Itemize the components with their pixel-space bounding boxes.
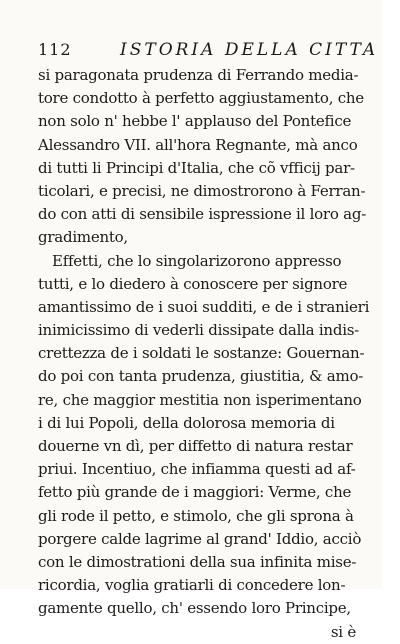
text-line: do con atti di sensibile ispressione il loro ag- — [38, 205, 367, 224]
text-line: douerne vn dì, per diffetto di natura restar — [38, 437, 353, 455]
text-line: Effetti, che lo singolarizorono appresso — [52, 251, 342, 270]
page-number: 112 — [38, 40, 72, 59]
text-line: gli rode il petto, e stimolo, che gli sprona à — [38, 506, 354, 525]
text-line: porgere calde lagrime al grand' Iddio, acciò — [38, 529, 362, 548]
text-line: priui. Incentiuo, che infiamma questi ad af- — [38, 460, 356, 479]
text-line: crettezza de i soldati le sostanze: Gouernan- — [38, 344, 365, 363]
text-line: ticolari, e precisi, ne dimostrorono à Ferran- — [38, 181, 366, 200]
text-line: re, che maggior mestitia non isperimentano — [38, 390, 362, 409]
text-line: i di lui Popoli, della dolorosa memoria di — [38, 413, 335, 432]
catchword: si è — [330, 622, 356, 641]
running-title: ISTORIA DELLA CITTA — [120, 40, 379, 60]
text-line: gamente quello, ch' essendo loro Principe, — [38, 599, 351, 618]
text-line: si paragonata prudenza di Ferrando media- — [38, 66, 359, 84]
text-line: non solo n' hebbe l' applauso del Pontefice — [38, 112, 352, 131]
page-edge — [382, 0, 400, 589]
body-text — [38, 64, 370, 644]
text-line: do poi con tanta prudenza, giustitia, & amo- — [38, 367, 364, 386]
text-line: Alessandro VII. all'hora Regnante, mà anco — [38, 135, 358, 154]
text-line: fetto più grande de i maggiori: Verme, che — [38, 483, 352, 502]
text-line: ricordia, voglia gratiarli di concedere lon- — [38, 576, 346, 595]
text-line: gradimento, — [38, 228, 128, 247]
text-line: amantissimo de i suoi sudditi, e de i stranieri — [38, 297, 370, 316]
text-line: tutti, e lo diedero à conoscere per signore — [38, 274, 348, 293]
page-header — [38, 40, 379, 64]
text-line: inimicissimo di vederli dissipate dalla indis- — [38, 321, 360, 340]
text-line: tore condotto à perfetto aggiustamento, che — [38, 89, 364, 108]
text-line: con le dimostrationi della sua infinita mise- — [38, 552, 357, 571]
text-line: di tutti li Principi d'Italia, che cõ vfficij par- — [38, 158, 355, 177]
